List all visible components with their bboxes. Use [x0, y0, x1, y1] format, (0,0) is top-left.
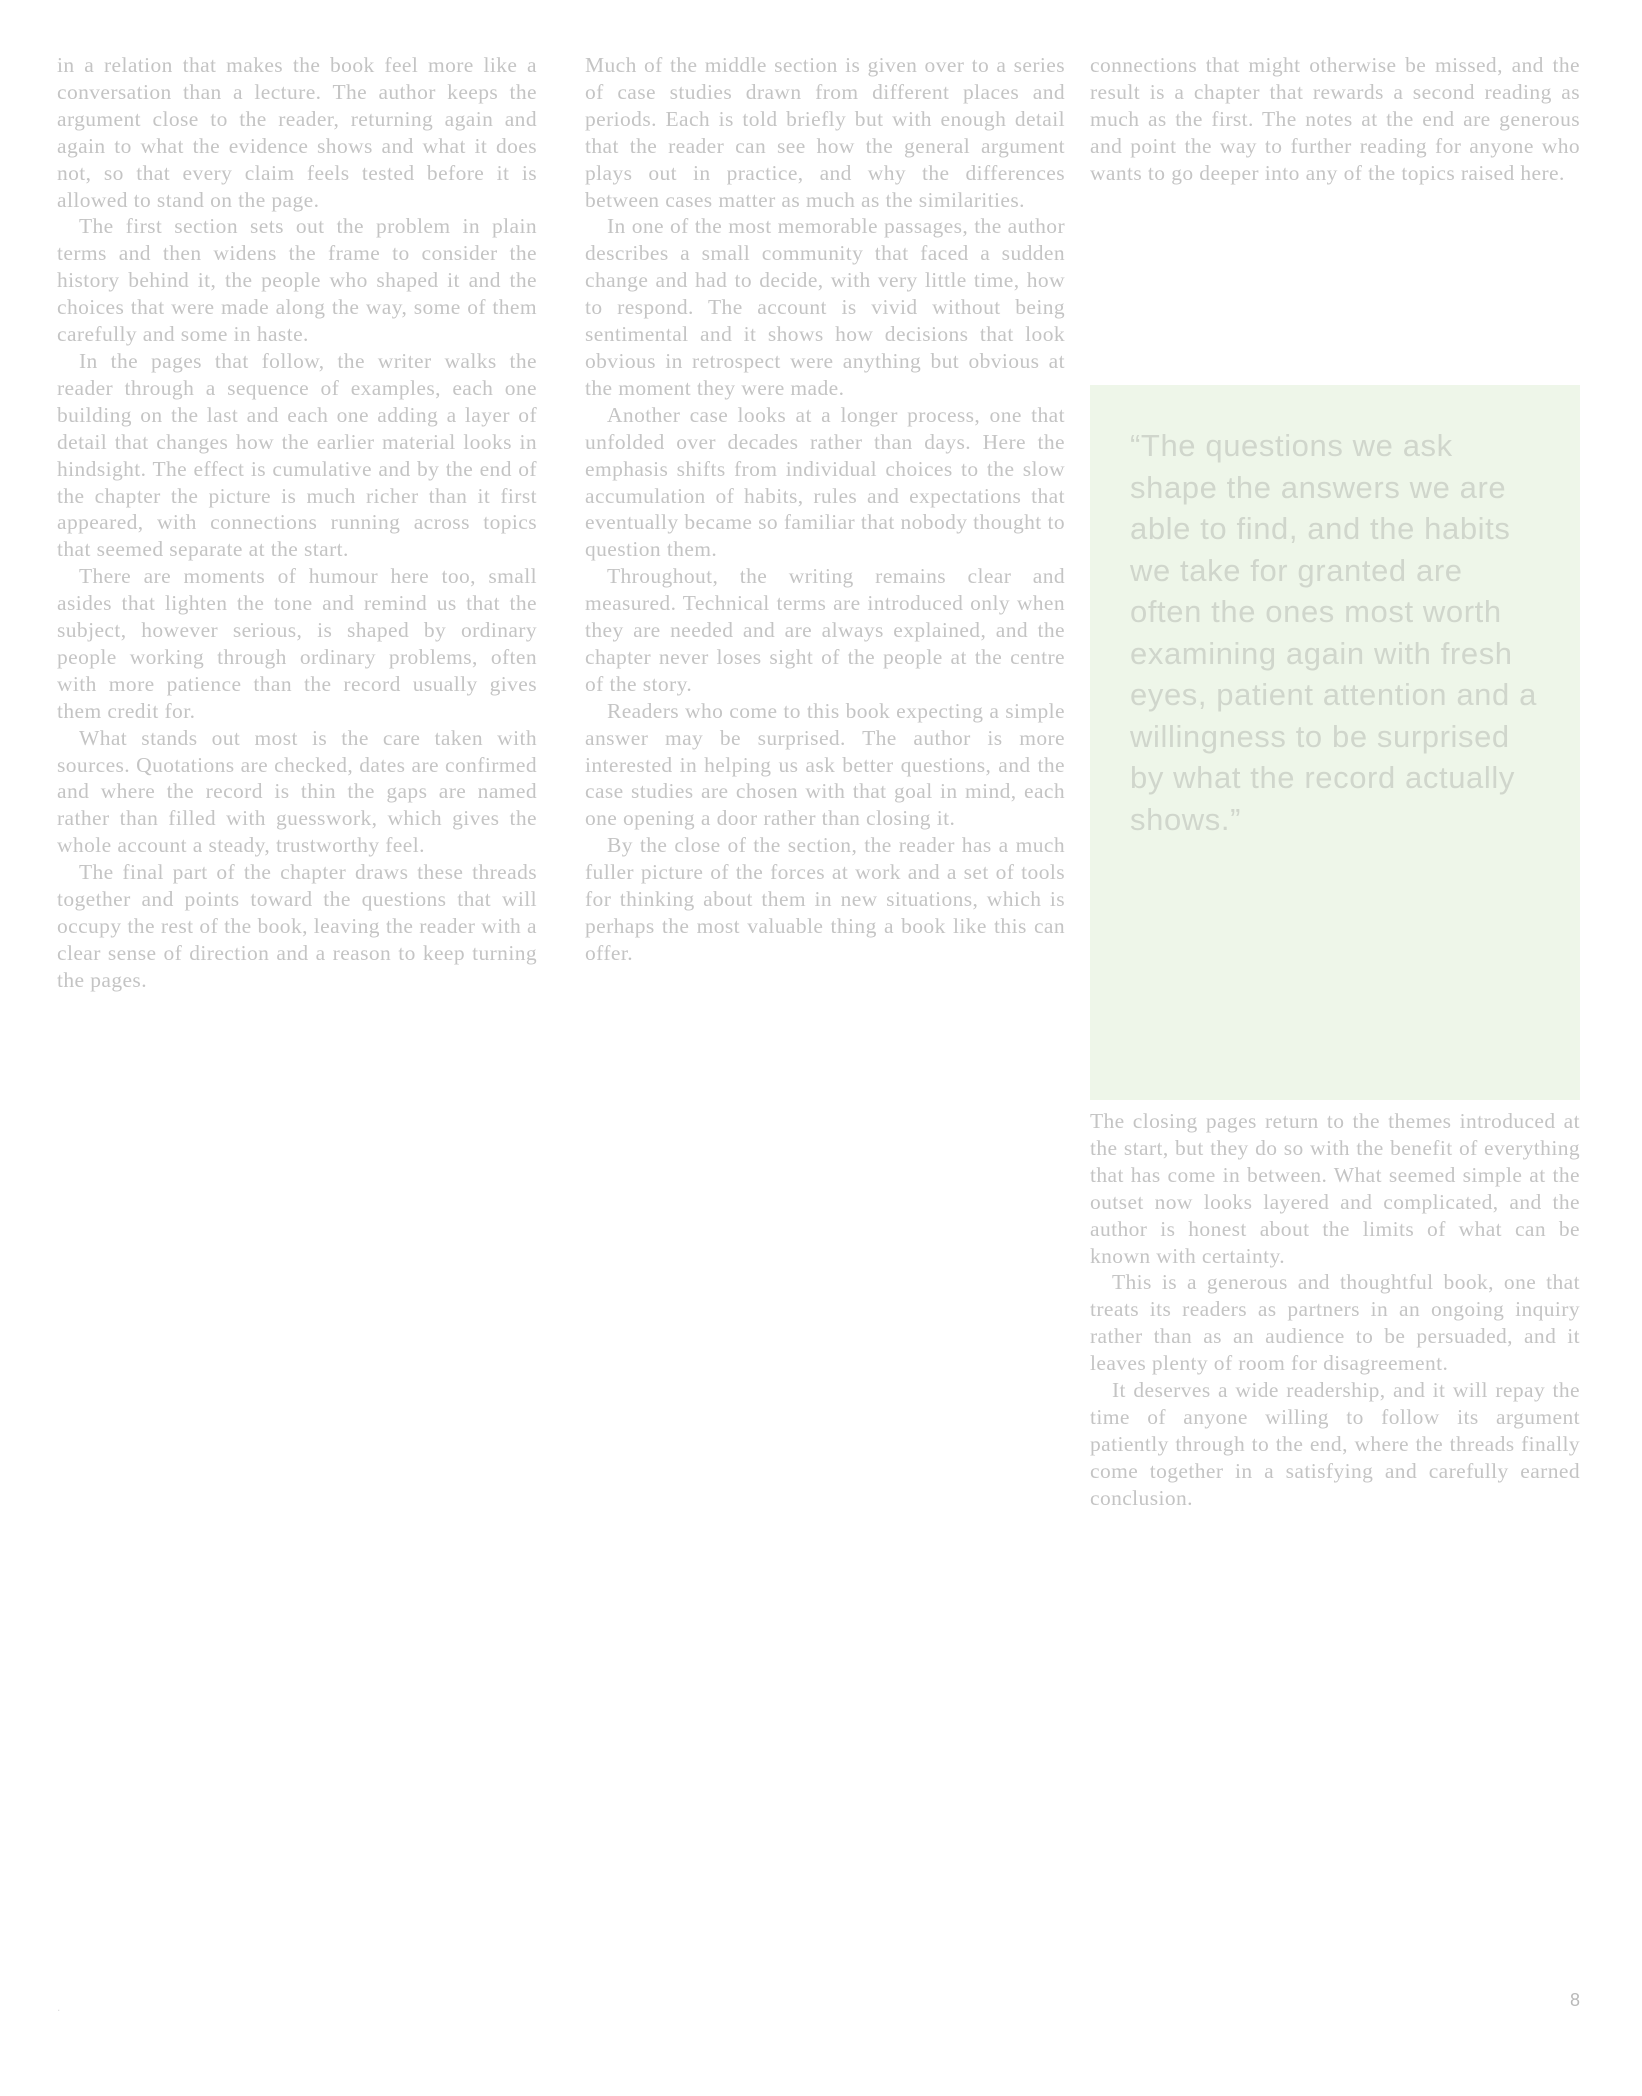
paragraph: The final part of the chapter draws these threads together and points toward the questions that will occupy the rest of the book, leaving the reader with a clear sense of direction and a reason to keep turning the pages.	[57, 860, 537, 992]
paragraph: There are moments of humour here too, small asides that lighten the tone and remind us that the subject, however serious, is shaped by ordinary people working through ordinary problems, often with more patience than the record usually gives them credit for.	[57, 564, 537, 723]
paragraph: The closing pages return to the themes introduced at the start, but they do so with the benefit of everything that has come in between. What seemed simple at the outset now looks layered and complicated, and the author is honest about the limits of what can be known with certainty.	[1090, 1109, 1580, 1268]
text-column-1	[57, 52, 537, 994]
pull-quote-text: “The questions we ask shape the answers we are able to find, and the habits we take for granted are often the ones most worth examining again with fresh eyes, patient attention and a willingness to be surprised by what the record actually shows.”	[1130, 428, 1537, 837]
pull-quote	[1090, 385, 1580, 1100]
paragraph: Readers who come to this book expecting a simple answer may be surprised. The author is more interested in helping us ask better questions, and the case studies are chosen with that goal in mind, each one opening a door rather than closing it.	[585, 698, 1065, 831]
paragraph: Another case looks at a longer process, one that unfolded over decades rather than days. Here the emphasis shifts from individual choices to the slow accumulation of habits, rules and expectations that eventually became so familiar that nobody thought to question them.	[585, 402, 1065, 562]
paragraph: The first section sets out the problem in plain terms and then widens the frame to consider the history behind it, the people who shaped it and the choices that were made along the way, some of them carefully and some in haste.	[57, 214, 537, 347]
text-column-2	[585, 52, 1065, 967]
paragraph: By the close of the section, the reader has a much fuller picture of the forces at work and a set of tools for thinking about them in new situations, which is perhaps the most valuable thing a book like this can offer.	[585, 833, 1065, 965]
paragraph: What stands out most is the care taken with sources. Quotations are checked, dates are confirmed and where the record is thin the gaps are named rather than filled with guesswork, which gives the whole account a steady, trustworthy feel.	[57, 725, 537, 858]
paragraph: In one of the most memorable passages, the author describes a small community that faced a sudden change and had to decide, with very little time, how to respond. The account is vivid without being sentimental and it shows how decisions that look obvious in retrospect were anything but obvious at the moment they were made.	[585, 214, 1065, 400]
text-column-3	[1090, 52, 1580, 187]
text-column-3-lower	[1090, 1108, 1580, 1512]
paragraph: In the pages that follow, the writer walks the reader through a sequence of examples, each one building on the last and each one adding a layer of detail that changes how the earlier material looks in hindsight. The effect is cumulative and by the end of the chapter the picture is much richer than it first appeared, with connections running across topics that seemed separate at the start.	[57, 348, 537, 562]
paragraph: in a relation that makes the book feel more like a conversation than a lecture. The author keeps the argument close to the reader, returning again and again to what the evidence shows and what it does not, so that every claim feels tested before it is allowed to stand on the page.	[57, 53, 537, 212]
paragraph: connections that might otherwise be missed, and the result is a chapter that rewards a second reading as much as the first. The notes at the end are generous and point the way to further reading for anyone who wants to go deeper into any of the topics raised here.	[1090, 53, 1580, 185]
paragraph: This is a generous and thoughtful book, one that treats its readers as partners in an ongoing inquiry rather than as an audience to be persuaded, and it leaves plenty of room for disagreement.	[1090, 1270, 1580, 1376]
paragraph: Throughout, the writing remains clear and measured. Technical terms are introduced only when they are needed and are always explained, and the chapter never loses sight of the people at the centre of the story.	[585, 564, 1065, 696]
paragraph: It deserves a wide readership, and it will repay the time of anyone willing to follow its argument patiently through to the end, where the threads finally come together in a satisfying and carefully earned conclusion.	[1090, 1378, 1580, 1510]
page-number: 8	[1569, 1990, 1580, 2010]
footer-mark: .	[57, 2000, 61, 2014]
paragraph: Much of the middle section is given over to a series of case studies drawn from different places and periods. Each is told briefly but with enough detail that the reader can see how the general argument plays out in practice, and why the differences between cases matter as much as the similarities.	[585, 53, 1065, 212]
